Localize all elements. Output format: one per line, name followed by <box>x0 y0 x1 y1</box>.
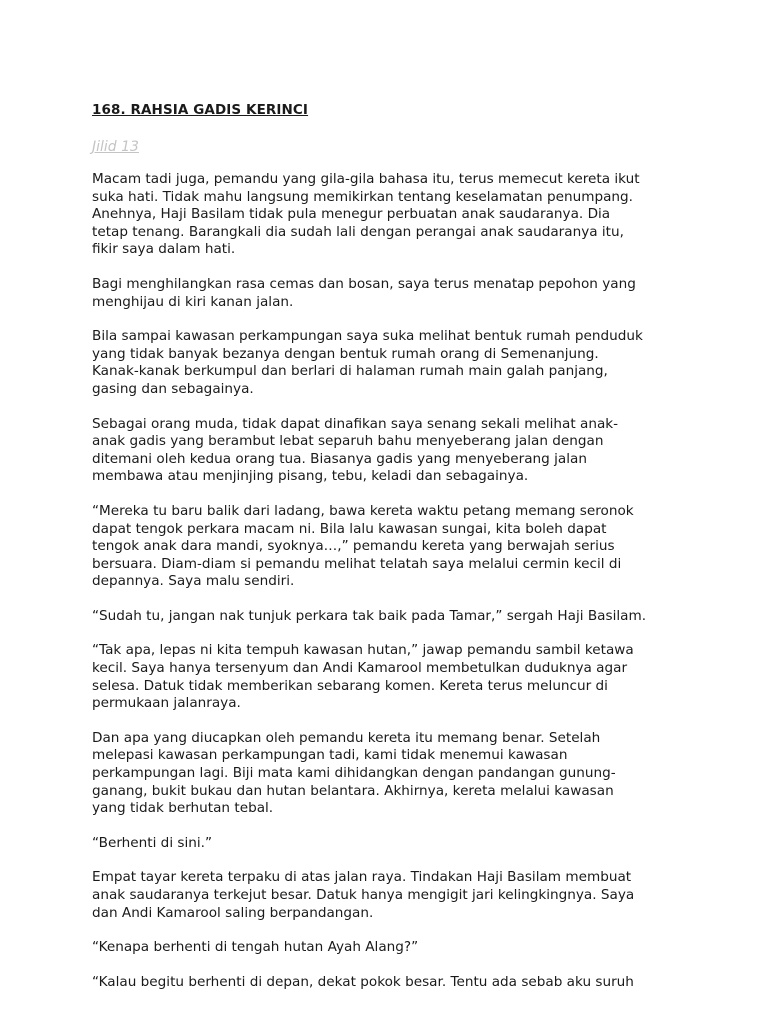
paragraph: “Sudah tu, jangan nak tunjuk perkara tak baik pada Tamar,” sergah Haji Basilam. <box>92 607 647 624</box>
paragraph: Empat tayar kereta terpaku di atas jalan raya. Tindakan Haji Basilam membuat anak saudaranya terkejut besar. Datuk hanya mengigit jari kelingkingnya. Saya dan Andi Kamarool saling berpandangan. <box>92 869 635 921</box>
paragraph: Sebagai orang muda, tidak dapat dinafikan saya senang sekali melihat anak- anak gadis yang berambut lebat separuh bahu menyeberang jalan dengan ditemani oleh kedua orang tua. Biasanya gadis yang menyeberang jalan membawa atau menjinjing pisang, tebu, keladi dan sebagainya. <box>92 415 619 485</box>
document-title: 168. RAHSIA GADIS KERINCI <box>92 102 309 118</box>
volume-subtitle[interactable]: Jilid 13 <box>92 139 139 155</box>
paragraph: Macam tadi juga, pemandu yang gila-gila bahasa itu, terus memecut kereta ikut suka hati. Tidak mahu langsung memikirkan tentang keselamatan penumpang. Anehnya, Haji Basilam tidak pula menegur perbuatan anak saudaranya. Dia tetap tenang. Barangkali dia sudah lali dengan perangai anak saudaranya itu, fikir saya dalam hati. <box>92 171 640 258</box>
paragraph: “Berhenti di sini.” <box>92 834 213 851</box>
paragraph: Bagi menghilangkan rasa cemas dan bosan, saya terus menatap pepohon yang menghijau di kiri kanan jalan. <box>92 275 636 310</box>
document-body <box>92 102 692 1008</box>
paragraph: “Kenapa berhenti di tengah hutan Ayah Alang?” <box>92 939 419 956</box>
paragraph: Dan apa yang diucapkan oleh pemandu kereta itu memang benar. Setelah melepasi kawasan perkampungan tadi, kami tidak menemui kawasan perkampungan lagi. Biji mata kami dihidangkan dengan pandangan gunung- ganang, bukit bukau dan hutan belantara. Akhirnya, kereta melalui kawasan yang tidak berhutan tebal. <box>92 729 616 817</box>
paragraph: “Kalau begitu berhenti di depan, dekat pokok besar. Tentu ada sebab aku suruh <box>92 973 634 990</box>
paragraph: “Tak apa, lepas ni kita tempuh kawasan hutan,” jawap pemandu sambil ketawa kecil. Saya hanya tersenyum dan Andi Kamarool membetulkan duduknya agar selesa. Datuk tidak memberikan sebarang komen. Kereta terus meluncur di permukaan jalanraya. <box>92 642 634 712</box>
paragraph: “Mereka tu baru balik dari ladang, bawa kereta waktu petang memang seronok dapat tengok perkara macam ni. Bila lalu kawasan sungai, kita boleh dapat tengok anak dara mandi, syoknya…,” pemandu kereta yang berwajah serius bersuara. Diam-diam si pemandu melihat telatah saya melalui cermin kecil di depannya. Saya malu sendiri. <box>92 502 634 590</box>
paragraph: Bila sampai kawasan perkampungan saya suka melihat bentuk rumah penduduk yang tidak banyak bezanya dengan bentuk rumah orang di Semenanjung. Kanak-kanak berkumpul dan berlari di halaman rumah main galah panjang, gasing dan sebagainya. <box>92 328 643 397</box>
